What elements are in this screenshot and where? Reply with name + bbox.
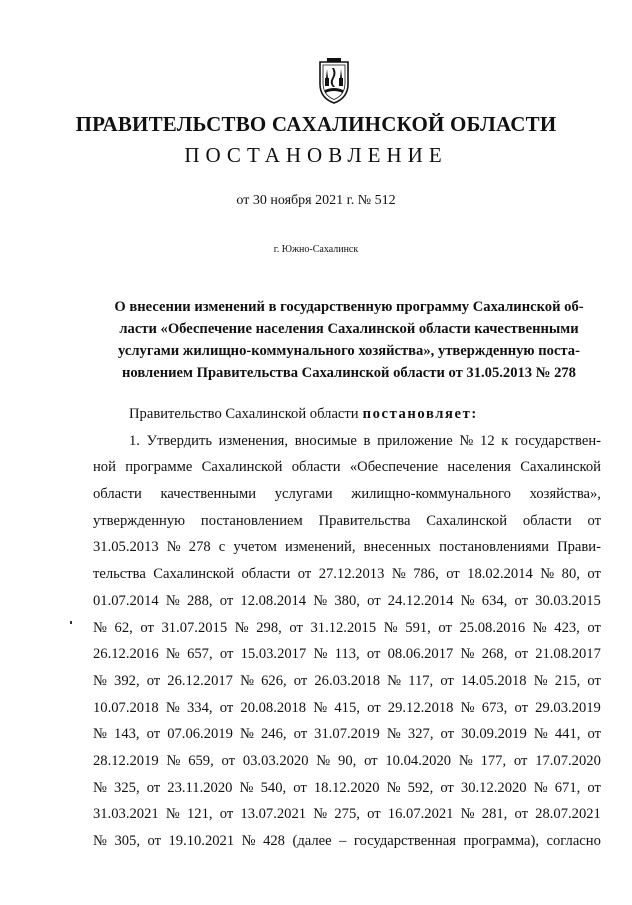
document-date-number: от 30 ноября 2021 г. № 512 [236, 193, 396, 208]
body-word: государственная [353, 833, 456, 849]
body-line [93, 668, 601, 695]
body-word: № [93, 779, 107, 796]
body-word: 29.03.2019 [535, 699, 601, 716]
body-word: от [146, 672, 161, 689]
body-word: области [93, 486, 142, 503]
body-word: 20.08.2018 [240, 699, 307, 716]
body-word: 25.08.2016 [459, 619, 526, 636]
preamble [93, 401, 601, 428]
body-lines [93, 428, 601, 855]
body-word: № [458, 752, 473, 769]
body-word: от [587, 726, 601, 743]
body-word: № [386, 779, 401, 796]
document-body [93, 401, 601, 855]
body-word: 29.12.2018 [387, 699, 454, 716]
body-word: от [367, 806, 381, 823]
body-word: от [293, 726, 308, 743]
body-word: – [339, 833, 347, 849]
body-word: от [514, 592, 528, 609]
body-word: от [514, 699, 528, 716]
preamble-verb: постановляет: [362, 406, 478, 422]
body-line [93, 721, 601, 748]
body-word: 08.06.2017 [387, 646, 454, 663]
body-word: Сахалинской [520, 459, 601, 476]
body-word: № [391, 566, 406, 583]
body-word: от [513, 752, 528, 769]
body-word: 01.07.2014 [93, 592, 159, 609]
body-word: от [587, 619, 601, 636]
body-word: № [166, 752, 181, 769]
body-word: от [221, 752, 236, 769]
body-word: 28.12.2019 [93, 752, 159, 769]
body-line [93, 828, 601, 855]
subject-line: услугами жилищно-коммунального хозяйства», утвержденную поста- [118, 343, 580, 359]
subject-line: ласти «Обеспечение населения Сахалинской области качественными [119, 321, 579, 337]
body-line [93, 615, 601, 642]
body-word: от [514, 806, 528, 823]
body-word: № [93, 672, 107, 689]
body-word: 657, [187, 646, 213, 663]
body-word: ной [93, 459, 116, 476]
body-word: от [219, 646, 234, 663]
body-word: от [587, 779, 601, 796]
body-word: Сахалинской [426, 512, 508, 529]
body-word: изменения, [218, 432, 289, 449]
body-word: 288, [186, 592, 213, 609]
body-word: № [93, 619, 107, 636]
body-word: от [440, 779, 454, 796]
body-word: 23.11.2020 [167, 779, 233, 796]
body-word: (далее [292, 833, 332, 849]
body-word: жилищно-коммунального [351, 486, 511, 503]
body-word: 305, [114, 833, 140, 849]
body-word: Утвердить [146, 432, 212, 449]
body-word: № [532, 619, 547, 636]
body-word: от [440, 672, 454, 689]
body-word: от [514, 646, 528, 663]
body-word: 12.08.2014 [240, 592, 307, 609]
body-word: внесенных [363, 539, 431, 556]
body-word: 540, [260, 779, 287, 796]
body-line [93, 641, 601, 668]
body-word: от [293, 779, 307, 796]
document-subject [99, 296, 599, 384]
body-word: от [366, 646, 381, 663]
body-word: от [587, 512, 601, 529]
body-word: 441, [554, 726, 581, 743]
body-word: № [386, 726, 401, 743]
body-word: 246, [260, 726, 287, 743]
body-word: 28.07.2021 [535, 806, 601, 823]
body-word: № [460, 592, 475, 609]
body-word: хозяйства», [529, 486, 601, 503]
body-word: № [313, 806, 328, 823]
body-word: от [297, 566, 312, 583]
body-word: 10.04.2020 [385, 752, 452, 769]
body-word: Прави- [557, 539, 601, 556]
body-word: 428 [263, 833, 285, 849]
body-word: 415, [334, 699, 360, 716]
body-word: № [460, 699, 475, 716]
body-word: области [291, 459, 341, 476]
body-word: № [533, 779, 548, 796]
coat-of-arms-icon [314, 56, 354, 106]
body-line [93, 454, 601, 481]
body-word: 30.09.2019 [461, 726, 527, 743]
body-word: № [165, 646, 180, 663]
body-word: 626, [261, 672, 287, 689]
body-line [93, 481, 601, 508]
body-word: 117, [408, 672, 434, 689]
body-word: 325, [114, 779, 140, 796]
body-line [93, 534, 601, 561]
body-word: государствен- [515, 432, 601, 449]
body-word: услугами [274, 486, 333, 503]
body-word: № [93, 726, 107, 743]
body-word: Сахалинской [153, 566, 235, 583]
body-word: к [501, 432, 509, 449]
scan-speck [70, 621, 72, 624]
body-word: 18.12.2020 [313, 779, 380, 796]
body-word: 634, [481, 592, 508, 609]
body-word: 786, [413, 566, 439, 583]
body-word: 13.07.2021 [240, 806, 307, 823]
body-word: № [240, 672, 255, 689]
body-word: 10.07.2018 [93, 699, 159, 716]
body-word: № [313, 699, 328, 716]
body-word: № [166, 539, 181, 556]
body-word: № [540, 566, 555, 583]
body-word: тельства [93, 566, 146, 583]
body-line [93, 775, 601, 802]
body-word: от [146, 726, 161, 743]
body-word: № [165, 806, 180, 823]
body-word: изменений, [285, 539, 356, 556]
body-word: 591, [405, 619, 431, 636]
body-word: от [587, 566, 601, 583]
body-word: 80, [561, 566, 580, 583]
body-word: с [218, 539, 226, 556]
body-word: от [367, 592, 381, 609]
body-word: от [440, 726, 455, 743]
body-word: 18.02.2014 [467, 566, 533, 583]
body-word: 26.12.2017 [167, 672, 233, 689]
body-word: № [460, 806, 475, 823]
body-word: 423, [554, 619, 580, 636]
government-title: ПРАВИТЕЛЬСТВО САХАЛИНСКОЙ ОБЛАСТИ [75, 112, 557, 136]
body-word: от [147, 833, 161, 849]
body-word: 275, [334, 806, 360, 823]
body-word: 24.12.2014 [387, 592, 454, 609]
body-word: 334, [186, 699, 213, 716]
body-word: № [239, 779, 254, 796]
body-word: 380, [334, 592, 360, 609]
body-word: 90, [338, 752, 357, 769]
body-word: от [289, 619, 303, 636]
body-word: Правительства [318, 512, 411, 529]
body-word: в [363, 432, 371, 449]
body-word: 1. [129, 432, 140, 449]
body-word: 673, [481, 699, 508, 716]
body-word: 12 [480, 432, 495, 449]
body-word: 31.07.2019 [314, 726, 380, 743]
body-word: 671, [554, 779, 581, 796]
body-word: № [234, 619, 249, 636]
body-word: качественными [160, 486, 257, 503]
body-line [93, 561, 601, 588]
subject-line: новлением Правительства Сахалинской области от 31.05.2013 № 278 [122, 365, 576, 381]
body-word: учетом [233, 539, 277, 556]
body-word: № [165, 592, 180, 609]
body-line [93, 695, 601, 722]
body-word: 21.08.2017 [535, 646, 601, 663]
document-type: ПОСТАНОВЛЕНИЕ [184, 143, 448, 167]
body-word: № [316, 752, 331, 769]
body-line [93, 748, 601, 775]
body-word: от [446, 566, 460, 583]
body-word: 03.03.2020 [242, 752, 309, 769]
body-word: № [241, 833, 256, 849]
body-word: 30.03.2015 [535, 592, 601, 609]
body-line [93, 428, 601, 455]
body-word: «Обеспечение [349, 459, 439, 476]
body-word: № [239, 726, 254, 743]
body-word: № [533, 672, 548, 689]
body-line [93, 588, 601, 615]
body-word: от [219, 592, 234, 609]
body-word: № [93, 833, 107, 849]
body-word: № [165, 699, 180, 716]
body-word: 177, [480, 752, 507, 769]
body-word: от [367, 699, 381, 716]
body-word: 16.07.2021 [387, 806, 454, 823]
body-word: 15.03.2017 [240, 646, 307, 663]
body-word: от [140, 619, 154, 636]
body-word: 14.05.2018 [460, 672, 527, 689]
body-word: 62, [114, 619, 133, 636]
body-word: программе [125, 459, 193, 476]
body-word: 281, [481, 806, 508, 823]
body-word: постановлениями [439, 539, 549, 556]
body-word: 298, [256, 619, 282, 636]
body-word: 31.05.2013 [93, 539, 159, 556]
body-word: № [387, 672, 402, 689]
body-word: 278 [188, 539, 211, 556]
body-word: 26.12.2016 [93, 646, 159, 663]
body-word: № [383, 619, 398, 636]
body-word: 07.06.2019 [167, 726, 233, 743]
body-word: 143, [114, 726, 140, 743]
body-word: 19.10.2021 [168, 833, 235, 849]
body-word: от [438, 619, 452, 636]
body-word: 113, [334, 646, 360, 663]
body-word: 268, [481, 646, 508, 663]
body-word: утвержденную [93, 512, 186, 529]
body-word: постановлением [200, 512, 303, 529]
body-word: № [459, 432, 474, 449]
body-word: 30.12.2020 [460, 779, 527, 796]
body-word: 17.07.2020 [535, 752, 601, 769]
body-word: от [587, 672, 601, 689]
body-word: от [293, 672, 308, 689]
body-word: вносимые [294, 432, 357, 449]
body-word: 121, [186, 806, 213, 823]
body-word: 26.03.2018 [314, 672, 381, 689]
body-word: от [219, 699, 234, 716]
body-word: 27.12.2013 [318, 566, 385, 583]
body-word: области [241, 566, 291, 583]
body-word: № [313, 592, 328, 609]
body-word: 592, [407, 779, 434, 796]
subject-line: О внесении изменений в государственную программу Сахалинской об- [114, 299, 584, 315]
body-line [93, 508, 601, 535]
body-line [93, 801, 601, 828]
body-word: приложение [377, 432, 453, 449]
body-word: согласно [546, 833, 601, 849]
document-city: г. Южно-Сахалинск [273, 244, 359, 255]
body-word: 31.12.2015 [310, 619, 377, 636]
body-word: населения [447, 459, 511, 476]
body-word: № [313, 646, 328, 663]
body-word: от [364, 752, 378, 769]
body-word: области [522, 512, 572, 529]
body-word: 31.07.2015 [161, 619, 228, 636]
body-word: 215, [554, 672, 581, 689]
body-word: № [533, 726, 548, 743]
body-word: № [460, 646, 475, 663]
body-word: 392, [114, 672, 140, 689]
body-word: 659, [188, 752, 214, 769]
body-word: от [146, 779, 161, 796]
body-word: программа), [463, 833, 540, 849]
preamble-start: Правительство Сахалинской области [129, 406, 359, 422]
body-word: 327, [407, 726, 434, 743]
body-word: Сахалинской [201, 459, 283, 476]
body-word: 31.03.2021 [93, 806, 159, 823]
body-word: от [219, 806, 234, 823]
